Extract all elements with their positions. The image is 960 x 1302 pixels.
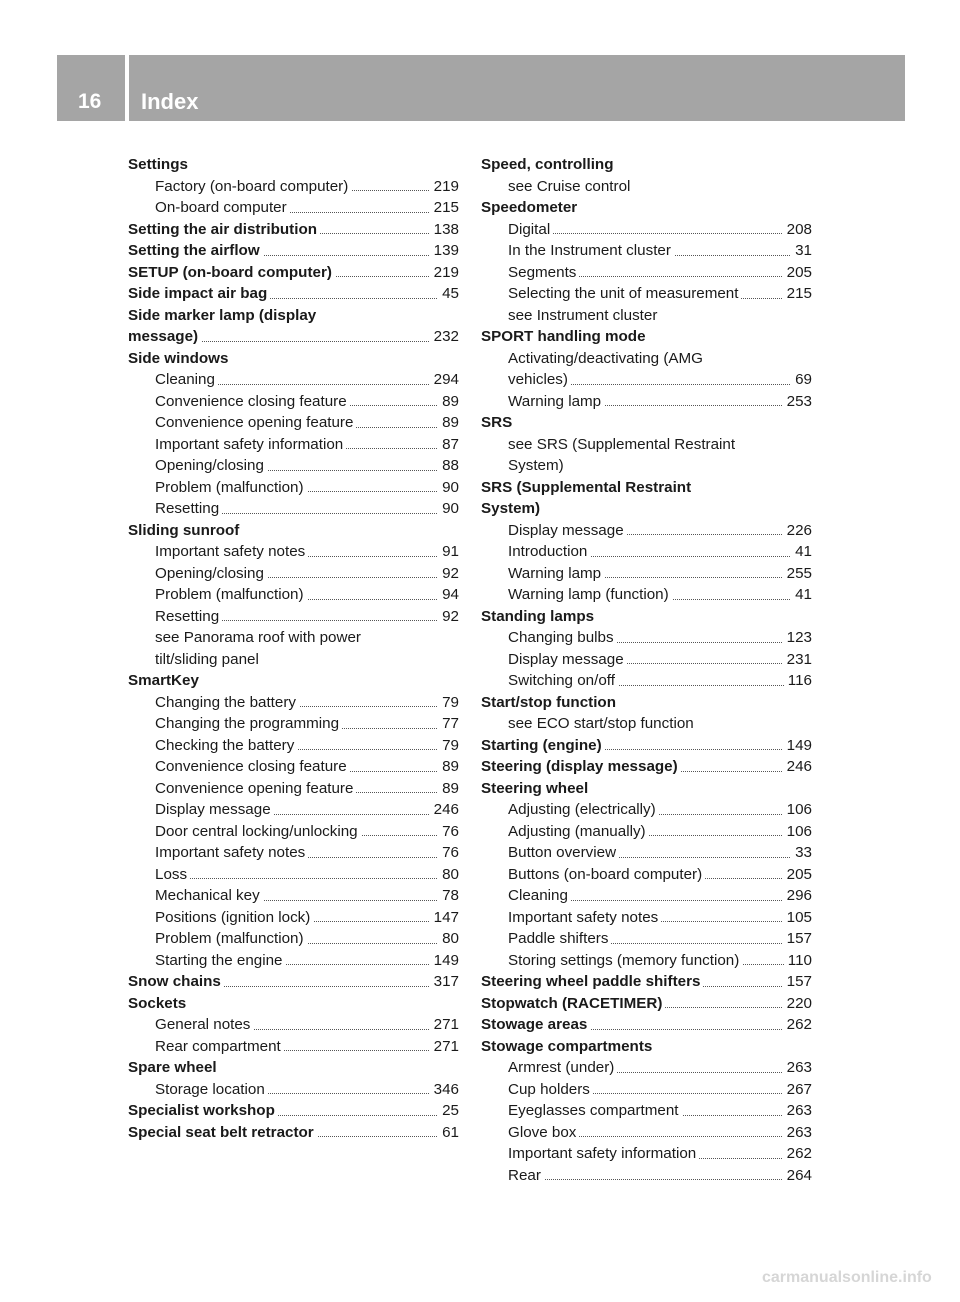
index-subentry bbox=[481, 520, 812, 542]
entry-text: Side marker lamp (display bbox=[128, 307, 319, 324]
entry-text: Display message bbox=[508, 522, 627, 539]
index-subentry bbox=[481, 670, 812, 692]
index-subentry bbox=[128, 864, 459, 886]
index-entry bbox=[128, 305, 459, 327]
index-subentry bbox=[128, 692, 459, 714]
entry-page-number: 106 bbox=[783, 821, 812, 843]
entry-text: message) bbox=[128, 328, 201, 345]
index-subentry bbox=[128, 1036, 459, 1058]
entry-text: Speed, controlling bbox=[481, 156, 616, 173]
entry-text: see Instrument cluster bbox=[508, 307, 660, 324]
entry-page-number: 88 bbox=[438, 455, 459, 477]
index-entry bbox=[481, 778, 812, 800]
index-subentry bbox=[481, 1079, 812, 1101]
entry-text: Stowage compartments bbox=[481, 1038, 655, 1055]
entry-page-number: 110 bbox=[784, 950, 812, 972]
entry-text: Warning lamp (function) bbox=[508, 586, 672, 603]
entry-page-number: 263 bbox=[783, 1100, 812, 1122]
entry-text: Warning lamp bbox=[508, 393, 604, 410]
entry-page-number: 106 bbox=[783, 799, 812, 821]
index-entry bbox=[481, 756, 812, 778]
index-subentry bbox=[481, 455, 812, 477]
entry-page-number: 31 bbox=[791, 240, 812, 262]
index-subentry bbox=[128, 176, 459, 198]
index-subentry bbox=[481, 864, 812, 886]
index-subentry bbox=[128, 412, 459, 434]
index-subentry bbox=[481, 907, 812, 929]
entry-page-number: 231 bbox=[783, 649, 812, 671]
index-entry bbox=[128, 971, 459, 993]
index-subentry bbox=[128, 649, 459, 671]
entry-text: tilt/sliding panel bbox=[155, 651, 262, 668]
entry-page-number: 80 bbox=[438, 928, 459, 950]
entry-text: SRS bbox=[481, 414, 515, 431]
watermark: carmanualsonline.info bbox=[762, 1269, 932, 1286]
entry-page-number: 205 bbox=[783, 262, 812, 284]
entry-page-number: 149 bbox=[430, 950, 459, 972]
entry-text: Standing lamps bbox=[481, 608, 597, 625]
entry-text: Paddle shifters bbox=[508, 930, 611, 947]
index-subentry bbox=[128, 584, 459, 606]
entry-page-number: 246 bbox=[430, 799, 459, 821]
entry-page-number: 263 bbox=[783, 1057, 812, 1079]
entry-text: Problem (malfunction) bbox=[155, 586, 307, 603]
entry-text: Setting the airflow bbox=[128, 242, 263, 259]
entry-page-number: 92 bbox=[438, 563, 459, 585]
index-entry bbox=[128, 154, 459, 176]
entry-text: Cleaning bbox=[155, 371, 218, 388]
index-entry bbox=[128, 283, 459, 305]
entry-page-number: 264 bbox=[783, 1165, 812, 1187]
index-entry bbox=[128, 1057, 459, 1079]
entry-text: Important safety notes bbox=[155, 844, 308, 861]
entry-page-number: 76 bbox=[438, 821, 459, 843]
index-subentry bbox=[481, 842, 812, 864]
entry-page-number: 317 bbox=[430, 971, 459, 993]
entry-page-number: 205 bbox=[783, 864, 812, 886]
entry-text: Activating/deactivating (AMG bbox=[508, 350, 706, 367]
entry-page-number: 208 bbox=[783, 219, 812, 241]
entry-text: Display message bbox=[155, 801, 274, 818]
entry-page-number: 77 bbox=[438, 713, 459, 735]
entry-page-number: 139 bbox=[430, 240, 459, 262]
entry-page-number: 90 bbox=[438, 477, 459, 499]
index-subentry bbox=[481, 1100, 812, 1122]
entry-page-number: 246 bbox=[783, 756, 812, 778]
entry-text: Side windows bbox=[128, 350, 231, 367]
entry-page-number: 33 bbox=[791, 842, 812, 864]
entry-page-number: 41 bbox=[791, 584, 812, 606]
entry-text: Adjusting (electrically) bbox=[508, 801, 659, 818]
entry-text: Introduction bbox=[508, 543, 590, 560]
entry-page-number: 92 bbox=[438, 606, 459, 628]
entry-page-number: 267 bbox=[783, 1079, 812, 1101]
entry-text: Changing the programming bbox=[155, 715, 342, 732]
index-subentry bbox=[481, 563, 812, 585]
index-subentry bbox=[481, 928, 812, 950]
index-subentry bbox=[128, 778, 459, 800]
index-entry bbox=[481, 971, 812, 993]
index-entry bbox=[481, 498, 812, 520]
entry-page-number: 232 bbox=[430, 326, 459, 348]
entry-text: Rear compartment bbox=[155, 1038, 284, 1055]
index-subentry bbox=[481, 821, 812, 843]
entry-text: Digital bbox=[508, 221, 553, 238]
entry-text: Segments bbox=[508, 264, 579, 281]
index-subentry bbox=[128, 541, 459, 563]
entry-text: Starting (engine) bbox=[481, 737, 605, 754]
entry-text: In the Instrument cluster bbox=[508, 242, 674, 259]
index-entry bbox=[481, 326, 812, 348]
entry-text: Snow chains bbox=[128, 973, 224, 990]
index-subentry bbox=[481, 434, 812, 456]
index-subentry bbox=[481, 713, 812, 735]
index-subentry bbox=[481, 219, 812, 241]
index-entry bbox=[128, 219, 459, 241]
entry-text: Steering (display message) bbox=[481, 758, 681, 775]
index-entry bbox=[128, 670, 459, 692]
index-subentry bbox=[128, 563, 459, 585]
index-subentry bbox=[481, 649, 812, 671]
entry-text: see Cruise control bbox=[508, 178, 633, 195]
index-subentry bbox=[481, 348, 812, 370]
index-entry bbox=[128, 1122, 459, 1144]
dot-leader bbox=[155, 878, 459, 879]
entry-page-number: 123 bbox=[783, 627, 812, 649]
index-subentry bbox=[481, 391, 812, 413]
entry-text: SETUP (on-board computer) bbox=[128, 264, 335, 281]
index-entry bbox=[481, 692, 812, 714]
index-entry bbox=[481, 154, 812, 176]
entry-text: Resetting bbox=[155, 500, 222, 517]
entry-text: Sockets bbox=[128, 995, 189, 1012]
index-subentry bbox=[128, 928, 459, 950]
entry-text: see Panorama roof with power bbox=[155, 629, 364, 646]
index-subentry bbox=[481, 1057, 812, 1079]
entry-text: Changing the battery bbox=[155, 694, 299, 711]
entry-text: Convenience opening feature bbox=[155, 780, 356, 797]
entry-text: Storage location bbox=[155, 1081, 268, 1098]
dot-leader bbox=[508, 233, 812, 234]
index-subentry bbox=[481, 1143, 812, 1165]
entry-text: Storing settings (memory function) bbox=[508, 952, 742, 969]
index-entry bbox=[481, 606, 812, 628]
index-subentry bbox=[128, 369, 459, 391]
entry-page-number: 79 bbox=[438, 692, 459, 714]
index-subentry bbox=[481, 799, 812, 821]
entry-page-number: 45 bbox=[438, 283, 459, 305]
index-entry bbox=[481, 477, 812, 499]
entry-text: Adjusting (manually) bbox=[508, 823, 649, 840]
entry-text: System) bbox=[508, 457, 567, 474]
entry-page-number: 226 bbox=[783, 520, 812, 542]
index-subentry bbox=[128, 197, 459, 219]
entry-page-number: 253 bbox=[783, 391, 812, 413]
entry-text: see SRS (Supplemental Restraint bbox=[508, 436, 738, 453]
entry-page-number: 157 bbox=[783, 971, 812, 993]
index-entry bbox=[128, 1100, 459, 1122]
entry-text: Convenience opening feature bbox=[155, 414, 356, 431]
index-subentry bbox=[481, 627, 812, 649]
entry-text: Loss bbox=[155, 866, 190, 883]
entry-text: Switching on/off bbox=[508, 672, 618, 689]
entry-text: Problem (malfunction) bbox=[155, 479, 307, 496]
entry-text: Special seat belt retractor bbox=[128, 1124, 317, 1141]
entry-text: Stowage areas bbox=[481, 1016, 590, 1033]
entry-page-number: 116 bbox=[784, 670, 812, 692]
index-subentry bbox=[128, 821, 459, 843]
entry-text: Changing bulbs bbox=[508, 629, 617, 646]
entry-page-number: 262 bbox=[783, 1143, 812, 1165]
entry-text: Rear bbox=[508, 1167, 544, 1184]
index-subentry bbox=[128, 842, 459, 864]
entry-page-number: 138 bbox=[430, 219, 459, 241]
index-subentry bbox=[128, 713, 459, 735]
entry-text: On-board computer bbox=[155, 199, 290, 216]
entry-text: Eyeglasses compartment bbox=[508, 1102, 682, 1119]
entry-page-number: 90 bbox=[438, 498, 459, 520]
entry-page-number: 78 bbox=[438, 885, 459, 907]
entry-page-number: 105 bbox=[783, 907, 812, 929]
entry-text: Checking the battery bbox=[155, 737, 297, 754]
entry-text: Specialist workshop bbox=[128, 1102, 278, 1119]
entry-page-number: 76 bbox=[438, 842, 459, 864]
dot-leader bbox=[508, 1179, 812, 1180]
index-column-left bbox=[128, 154, 459, 1143]
index-subentry bbox=[481, 885, 812, 907]
index-subentry bbox=[481, 369, 812, 391]
entry-text: Buttons (on-board computer) bbox=[508, 866, 705, 883]
entry-text: Stopwatch (RACETIMER) bbox=[481, 995, 665, 1012]
index-subentry bbox=[481, 950, 812, 972]
entry-page-number: 271 bbox=[430, 1036, 459, 1058]
index-entry bbox=[481, 412, 812, 434]
entry-text: Warning lamp bbox=[508, 565, 604, 582]
entry-page-number: 25 bbox=[438, 1100, 459, 1122]
page-number: 16 bbox=[78, 90, 102, 113]
entry-text: Convenience closing feature bbox=[155, 758, 350, 775]
entry-page-number: 219 bbox=[430, 176, 459, 198]
entry-page-number: 219 bbox=[430, 262, 459, 284]
entry-page-number: 89 bbox=[438, 412, 459, 434]
entry-text: Cup holders bbox=[508, 1081, 593, 1098]
entry-page-number: 94 bbox=[438, 584, 459, 606]
entry-page-number: 41 bbox=[791, 541, 812, 563]
index-subentry bbox=[481, 584, 812, 606]
entry-text: Door central locking/unlocking bbox=[155, 823, 361, 840]
entry-page-number: 69 bbox=[791, 369, 812, 391]
index-subentry bbox=[481, 240, 812, 262]
entry-text: Speedometer bbox=[481, 199, 580, 216]
entry-page-number: 80 bbox=[438, 864, 459, 886]
header-divider bbox=[125, 55, 129, 121]
entry-page-number: 296 bbox=[783, 885, 812, 907]
index-subentry bbox=[128, 756, 459, 778]
entry-text: Sliding sunroof bbox=[128, 522, 242, 539]
entry-text: Settings bbox=[128, 156, 191, 173]
entry-page-number: 147 bbox=[430, 907, 459, 929]
entry-page-number: 271 bbox=[430, 1014, 459, 1036]
index-subentry bbox=[128, 455, 459, 477]
entry-text: vehicles) bbox=[508, 371, 571, 388]
entry-page-number: 262 bbox=[783, 1014, 812, 1036]
entry-text: SRS (Supplemental Restraint bbox=[481, 479, 694, 496]
index-subentry bbox=[128, 907, 459, 929]
entry-text: Factory (on-board computer) bbox=[155, 178, 351, 195]
entry-text: General notes bbox=[155, 1016, 253, 1033]
index-entry bbox=[128, 326, 459, 348]
entry-text: Spare wheel bbox=[128, 1059, 220, 1076]
entry-page-number: 294 bbox=[430, 369, 459, 391]
index-column-right bbox=[481, 154, 812, 1186]
entry-page-number: 215 bbox=[430, 197, 459, 219]
entry-page-number: 89 bbox=[438, 756, 459, 778]
index-entry bbox=[481, 735, 812, 757]
entry-text: Side impact air bag bbox=[128, 285, 270, 302]
entry-page-number: 220 bbox=[783, 993, 812, 1015]
index-entry bbox=[481, 1014, 812, 1036]
index-subentry bbox=[481, 305, 812, 327]
entry-page-number: 346 bbox=[430, 1079, 459, 1101]
index-subentry bbox=[128, 627, 459, 649]
entry-page-number: 149 bbox=[783, 735, 812, 757]
entry-text: Selecting the unit of measurement bbox=[508, 285, 741, 302]
index-subentry bbox=[481, 176, 812, 198]
entry-text: Starting the engine bbox=[155, 952, 286, 969]
index-subentry bbox=[128, 606, 459, 628]
entry-text: Glove box bbox=[508, 1124, 579, 1141]
entry-text: Cleaning bbox=[508, 887, 571, 904]
index-subentry bbox=[128, 1079, 459, 1101]
entry-text: see ECO start/stop function bbox=[508, 715, 697, 732]
index-subentry bbox=[128, 885, 459, 907]
index-subentry bbox=[481, 1122, 812, 1144]
index-subentry bbox=[128, 1014, 459, 1036]
entry-page-number: 263 bbox=[783, 1122, 812, 1144]
page-title: Index bbox=[141, 89, 199, 114]
entry-page-number: 79 bbox=[438, 735, 459, 757]
entry-text: Important safety notes bbox=[155, 543, 308, 560]
entry-text: SPORT handling mode bbox=[481, 328, 649, 345]
entry-text: Armrest (under) bbox=[508, 1059, 617, 1076]
index-subentry bbox=[128, 498, 459, 520]
entry-page-number: 61 bbox=[438, 1122, 459, 1144]
entry-page-number: 157 bbox=[783, 928, 812, 950]
entry-text: SmartKey bbox=[128, 672, 202, 689]
index-entry bbox=[128, 520, 459, 542]
index-entry bbox=[128, 348, 459, 370]
index-subentry bbox=[128, 950, 459, 972]
entry-text: Important safety information bbox=[155, 436, 346, 453]
entry-text: Mechanical key bbox=[155, 887, 263, 904]
entry-text: Start/stop function bbox=[481, 694, 619, 711]
index-subentry bbox=[481, 1165, 812, 1187]
index-subentry bbox=[128, 434, 459, 456]
entry-text: Steering wheel paddle shifters bbox=[481, 973, 703, 990]
entry-text: Opening/closing bbox=[155, 457, 267, 474]
index-entry bbox=[128, 262, 459, 284]
index-subentry bbox=[481, 541, 812, 563]
index-entry bbox=[481, 993, 812, 1015]
index-subentry bbox=[128, 735, 459, 757]
entry-page-number: 91 bbox=[438, 541, 459, 563]
index-subentry bbox=[128, 477, 459, 499]
index-entry bbox=[128, 240, 459, 262]
entry-text: Resetting bbox=[155, 608, 222, 625]
entry-text: Important safety notes bbox=[508, 909, 661, 926]
index-subentry bbox=[481, 262, 812, 284]
entry-text: Convenience closing feature bbox=[155, 393, 350, 410]
entry-text: Steering wheel bbox=[481, 780, 591, 797]
entry-page-number: 87 bbox=[438, 434, 459, 456]
entry-text: System) bbox=[481, 500, 543, 517]
index-subentry bbox=[128, 391, 459, 413]
entry-text: Opening/closing bbox=[155, 565, 267, 582]
entry-text: Setting the air distribution bbox=[128, 221, 320, 238]
index-subentry bbox=[481, 283, 812, 305]
index-entry bbox=[481, 197, 812, 219]
entry-text: Important safety information bbox=[508, 1145, 699, 1162]
entry-page-number: 89 bbox=[438, 778, 459, 800]
entry-text: Problem (malfunction) bbox=[155, 930, 307, 947]
entry-page-number: 89 bbox=[438, 391, 459, 413]
index-entry bbox=[481, 1036, 812, 1058]
entry-text: Display message bbox=[508, 651, 627, 668]
entry-text: Button overview bbox=[508, 844, 619, 861]
index-entry bbox=[128, 993, 459, 1015]
index-subentry bbox=[128, 799, 459, 821]
entry-page-number: 255 bbox=[783, 563, 812, 585]
entry-text: Positions (ignition lock) bbox=[155, 909, 313, 926]
entry-page-number: 215 bbox=[783, 283, 812, 305]
